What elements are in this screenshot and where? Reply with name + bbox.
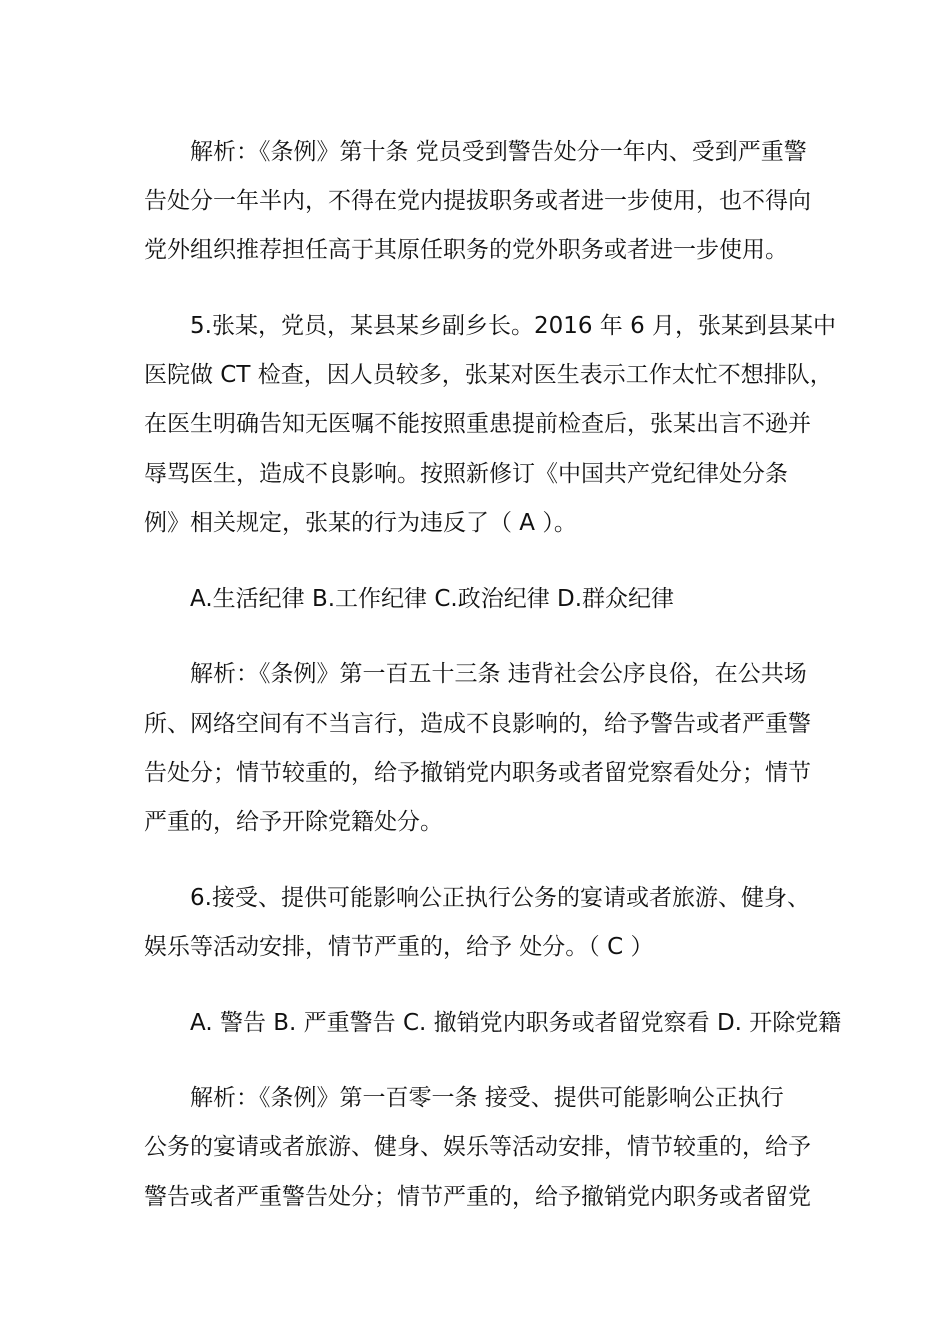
question-6-options: A. 警告 B. 严重警告 C. 撤销党内职务或者留党察看 D. 开除党籍 <box>190 1010 842 1036</box>
analysis-4-line-2: 告处分一年半内，不得在党内提拔职务或者进一步使用，也不得向 <box>144 188 811 214</box>
question-5-line-1: 5.张某，党员，某县某乡副乡长。2016 年 6 月，张某到县某中 <box>190 313 837 339</box>
analysis-5-line-4: 严重的，给予开除党籍处分。 <box>144 809 443 835</box>
analysis-5-line-2: 所、网络空间有不当言行，造成不良影响的，给予警告或者严重警 <box>144 711 811 737</box>
analysis-6-line-3: 警告或者严重警告处分；情节严重的，给予撤销党内职务或者留党 <box>144 1184 811 1210</box>
question-5-line-5: 例》相关规定，张某的行为违反了（ A ）。 <box>144 510 577 536</box>
analysis-5-line-3: 告处分；情节较重的，给予撤销党内职务或者留党察看处分；情节 <box>144 760 811 786</box>
question-5-line-2: 医院做 CT 检查，因人员较多，张某对医生表示工作太忙不想排队， <box>144 362 833 388</box>
analysis-4-line-1: 解析：《条例》第十条 党员受到警告处分一年内、受到严重警 <box>190 139 807 165</box>
analysis-4-line-3: 党外组织推荐担任高于其原任职务的党外职务或者进一步使用。 <box>144 237 788 263</box>
question-5-line-4: 辱骂医生，造成不良影响。按照新修订《中国共产党纪律处分条 <box>144 461 788 487</box>
analysis-6-line-1: 解析：《条例》第一百零一条 接受、提供可能影响公正执行 <box>190 1085 784 1111</box>
question-5-line-3: 在医生明确告知无医嘱不能按照重患提前检查后，张某出言不逊并 <box>144 411 811 437</box>
question-5-options: A.生活纪律 B.工作纪律 C.政治纪律 D.群众纪律 <box>190 586 675 612</box>
analysis-5-line-1: 解析：《条例》第一百五十三条 违背社会公序良俗，在公共场 <box>190 661 807 687</box>
question-6-line-1: 6.接受、提供可能影响公正执行公务的宴请或者旅游、健身、 <box>190 885 810 911</box>
question-6-line-2: 娱乐等活动安排，情节严重的，给予 处分。（ C ） <box>144 934 654 960</box>
analysis-6-line-2: 公务的宴请或者旅游、健身、娱乐等活动安排，情节较重的，给予 <box>144 1134 811 1160</box>
